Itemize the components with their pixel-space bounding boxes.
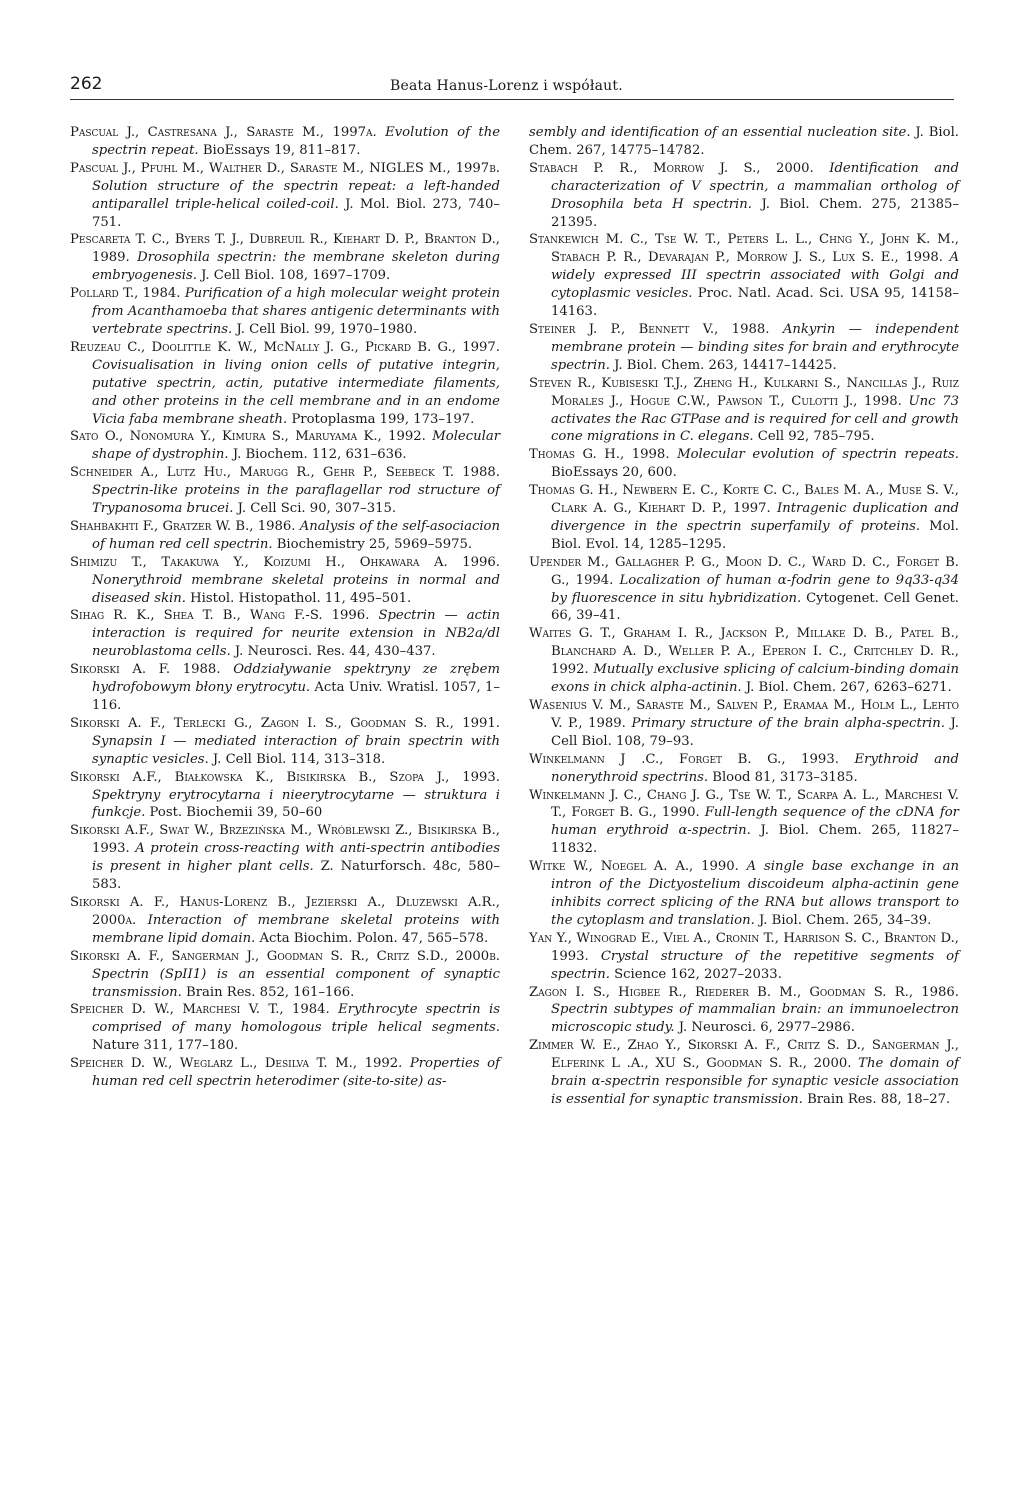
reference-title: Intragenic duplication and divergence in the spectrin superfamily of proteins.: [551, 501, 959, 534]
reference-authors: Zagon I. S., Higbee R., Riederer B. M., Goodman S. R., 1986.: [529, 984, 959, 1000]
reference-entry: [529, 160, 959, 232]
reference-title: Erythroid and nonerythroid spectrins.: [551, 751, 959, 785]
reference-title: Spektryny erytrocytarna i nieerytrocytarne — struktura i funkcje.: [92, 787, 500, 821]
reference-source: Mol. Biol. Evol. 14, 1285–1295.: [551, 518, 959, 552]
reference-title: Evolution of the spectrin repeat.: [92, 125, 500, 158]
reference-entry: [70, 661, 500, 715]
reference-title: Molecular shape of dystrophin.: [92, 429, 500, 463]
reference-entry: [529, 1037, 959, 1109]
reference-authors: Pescareta T. C., Byers T. J., Dubreuil R., Kiehart D. P., Branton D., 1989.: [70, 232, 500, 266]
reference-authors: Shahbakhti F., Gratzer W. B., 1986.: [70, 518, 296, 534]
reference-source: J. Biol. Chem. 267, 14775–14782.: [529, 125, 959, 158]
reference-title: A single base exchange in an intron of the Dictyostelium discoideum alpha-actinin gene inhibits correct splicing of the RNA but allows transport to the cytoplasm and translation.: [551, 859, 959, 928]
reference-source: Acta Biochim. Polon. 47, 565–578.: [259, 930, 489, 946]
reference-source: Cytogenet. Cell Genet. 66, 39–41.: [551, 590, 959, 624]
reference-source: J. Cell Biol. 114, 313–318.: [212, 751, 386, 767]
reference-entry: [70, 769, 500, 823]
reference-authors: Speicher D. W., Weglarz L., Desilva T. M., 1992.: [70, 1056, 403, 1072]
reference-authors: Sikorski A.F., Białkowska K., Bisikirska B., Szopa J., 1993.: [70, 769, 500, 785]
reference-entry: [70, 554, 500, 608]
reference-source: Nature 311, 177–180.: [92, 1038, 239, 1054]
reference-authors: Sato O., Nonomura Y., Kimura S., Maruyama K., 1992.: [70, 429, 426, 445]
reference-entry: [70, 822, 500, 894]
reference-source: Cell 92, 785–795.: [757, 429, 875, 445]
reference-title: Oddziaływanie spektryny ze zrębem hydrofobowym błony erytrocytu.: [92, 662, 500, 696]
reference-source: J. Biol. Chem. 265, 34–39.: [759, 912, 932, 928]
reference-entry: [70, 285, 500, 339]
reference-title: Full-length sequence of the cDNA for human erythroid α-spectrin.: [551, 805, 959, 839]
reference-entry: [529, 787, 959, 859]
header-rule: [70, 99, 954, 100]
page-number: 262: [70, 74, 103, 94]
reference-title: Analysis of the self-asociacion of human red cell spectrin.: [92, 518, 500, 552]
reference-entry: [70, 464, 500, 518]
reference-entry: [70, 1055, 500, 1091]
reference-entry: [70, 124, 500, 160]
reference-entry: [70, 518, 500, 554]
reference-source: Histol. Histopathol. 11, 495–501.: [190, 590, 412, 606]
reference-authors: Schneider A., Lutz Hu., Marugg R., Gehr P., Seebeck T. 1988.: [70, 465, 500, 481]
reference-entry: [529, 482, 959, 554]
reference-authors: Pollard T., 1984.: [70, 286, 181, 302]
reference-entry: [70, 715, 500, 769]
reference-entry: [529, 554, 959, 626]
reference-authors: Steven R., Kubiseski T.J., Zheng H., Kulkarni S., Nancillas J., Ruiz Morales J., Hogue C.W., Pawson T., Culotti J., 1998.: [529, 375, 959, 409]
reference-entry: [70, 231, 500, 285]
reference-title: Covisualisation in living onion cells of putative integrin, putative spectrin, actin, putative intermediate filaments, and other proteins in the cell membrane and in an endome Vicia faba membrane sheath.: [92, 357, 500, 427]
reference-authors: Yan Y., Winograd E., Viel A., Cronin T., Harrison S. C., Branton D., 1993.: [529, 930, 959, 964]
reference-title: Molecular evolution of spectrin repeats.: [677, 447, 959, 463]
reference-title: Erythrocyte spectrin is comprised of many homologous triple helical segments.: [92, 1002, 500, 1036]
reference-authors: Thomas G. H., Newbern E. C., Korte C. C., Bales M. A., Muse S. V., Clark A. G., Kiehart D. P., 1997.: [529, 483, 959, 517]
reference-entry: [529, 321, 959, 375]
reference-source: BioEssays 20, 600.: [551, 465, 677, 481]
reference-authors: Sikorski A. F., Terlecki G., Zagon I. S., Goodman S. R., 1991.: [70, 715, 500, 731]
reference-authors: Winkelmann J .C., Forget B. G., 1993.: [529, 751, 839, 767]
running-head: Beata Hanus-Lorenz i współaut.: [390, 78, 623, 94]
reference-entry: [70, 894, 500, 948]
reference-source: Acta Univ. Wratisl. 1057, 1–116.: [92, 680, 500, 713]
reference-authors: Winkelmann J. C., Chang J. G., Tse W. T., Scarpa A. L., Marchesi V. T., Forget B. G., 1990.: [529, 787, 959, 821]
reference-entry: [70, 339, 500, 429]
reference-source: Protoplasma 199, 173–197.: [291, 411, 475, 427]
reference-authors: Waites G. T., Graham I. R., Jackson P., Millake D. B., Patel B., Blanchard A. D., Weller P. A., Eperon I. C., Critchley D. R., 1992.: [529, 626, 959, 678]
reference-source: BioEssays 19, 811–817.: [202, 142, 361, 158]
reference-entry: [70, 948, 500, 1002]
reference-authors: Shimizu T., Takakuwa Y., Koizumi H., Ohkawara A. 1996.: [70, 554, 500, 570]
reference-title: Spectrin (SpII1) is an essential component of synaptic transmission.: [92, 966, 500, 1000]
reference-title: A widely expressed III spectrin associated with Golgi and cytoplasmic vesicles.: [551, 250, 959, 302]
reference-entry: [529, 858, 959, 930]
reference-authors: Sihag R. K., Shea T. B., Wang F.-S. 1996.: [70, 608, 370, 624]
reference-title: Identification and characterization of V spectrin, a mammalian ortholog of Drosophila beta H spectrin.: [551, 160, 959, 212]
reference-title: A protein cross-reacting with anti-spectrin antibodies is present in higher plant cells.: [92, 841, 500, 875]
reference-title: Spectrin subtypes of mammalian brain: an immunoelectron microscopic study.: [551, 1002, 959, 1036]
reference-source: Brain Res. 852, 161–166.: [186, 984, 355, 1000]
reference-source: J. Biol. Chem. 267, 6263–6271.: [745, 680, 952, 696]
reference-source: J. Neurosci. Res. 44, 430–437.: [234, 644, 436, 660]
reference-title: sembly and identification of an essential nucleation site.: [529, 125, 911, 140]
reference-source: Proc. Natl. Acad. Sci. USA 95, 14158–14163.: [551, 286, 959, 320]
reference-source: J. Biol. Chem. 275, 21385–21395.: [551, 196, 959, 230]
reference-title: Mutually exclusive splicing of calcium-binding domain exons in chick alpha-actinin.: [551, 662, 959, 696]
reference-entry: [70, 1001, 500, 1055]
reference-source: J. Cell Biol. 108, 1697–1709.: [201, 268, 391, 284]
reference-authors: Stankewich M. C., Tse W. T., Peters L. L., Chng Y., John K. M., Stabach P. R., Devarajan P., Morrow J. S., Lux S. E., 1998.: [529, 232, 959, 266]
reference-title: Drosophila spectrin: the membrane skeleton during embryogenesis.: [92, 250, 500, 284]
reference-entry: [529, 375, 959, 447]
reference-source: Biochemistry 25, 5969–5975.: [276, 536, 473, 552]
reference-entry: [70, 428, 500, 464]
reference-entry: [529, 231, 959, 321]
reference-entry: [529, 625, 959, 697]
reference-authors: Sikorski A. F., Hanus-Lorenz B., Jezierski A., Dluzewski A.R., 2000a.: [70, 894, 500, 928]
reference-title: Crystal structure of the repetitive segments of spectrin.: [551, 948, 959, 982]
right-column: [529, 124, 959, 1109]
reference-title: Synapsin I — mediated interaction of brain spectrin with synaptic vesicles.: [92, 733, 500, 767]
reference-source: J. Neurosci. 6, 2977–2986.: [678, 1020, 855, 1036]
reference-title: Unc 73 activates the Rac GTPase and is required for cell and growth cone migrations in C. elegans.: [551, 393, 960, 445]
reference-source: Science 162, 2027–2033.: [614, 966, 782, 982]
left-column: [70, 124, 500, 1091]
reference-authors: Zimmer W. E., Zhao Y., Sikorski A. F., Critz S. D., Sangerman J., Elferink L .A., XU S., Goodman S. R., 2000.: [529, 1038, 959, 1072]
reference-title: Nonerythroid membrane skeletal proteins in normal and diseased skin.: [92, 572, 500, 606]
reference-source: J. Cell Biol. 99, 1970–1980.: [236, 321, 418, 337]
reference-authors: Sikorski A.F., Swat W., Brzezińska M., Wróblewski Z., Bisikirska B., 1993.: [70, 823, 500, 857]
reference-entry: [70, 160, 500, 232]
reference-authors: Wasenius V. M., Saraste M., Salven P., Eramaa M., Holm L., Lehto V. P., 1989.: [529, 698, 959, 731]
reference-authors: Speicher D. W., Marchesi V. T., 1984.: [70, 1002, 330, 1018]
reference-source: Z. Naturforsch. 48c, 580–583.: [92, 859, 500, 893]
reference-entry: [529, 930, 959, 984]
reference-authors: Steiner J. P., Bennett V., 1988.: [529, 321, 770, 337]
reference-source: J. Cell Biol. 108, 79–93.: [551, 715, 959, 749]
reference-authors: Sikorski A. F., Sangerman J., Goodman S. R., Critz S.D., 2000b.: [70, 948, 500, 964]
reference-authors: Witke W., Noegel A. A., 1990.: [529, 859, 739, 875]
reference-source: Blood 81, 3173–3185.: [712, 769, 858, 785]
reference-source: Post. Biochemii 39, 50–60: [149, 805, 323, 821]
reference-title: Properties of human red cell spectrin heterodimer (site-to-site) as-: [92, 1056, 500, 1090]
reference-source: J. Biochem. 112, 631–636.: [232, 447, 407, 463]
reference-title: Primary structure of the brain alpha-spectrin.: [631, 715, 945, 731]
reference-title: Ankyrin — independent membrane protein — binding sites for brain and erythrocyte spectrin.: [551, 321, 959, 373]
reference-title: The domain of brain α-spectrin responsible for synaptic vesicle association is essential for synaptic transmission.: [551, 1056, 959, 1107]
reference-title: Solution structure of the spectrin repeat: a left-handed antiparallel triple-helical coiled-coil.: [92, 178, 500, 212]
reference-authors: Thomas G. H., 1998.: [529, 447, 670, 463]
reference-title: Localization of human α-fodrin gene to 9q33-q34 by fluorescence in situ hybridization.: [551, 572, 959, 606]
reference-entry: [529, 984, 959, 1038]
reference-entry: [70, 607, 500, 661]
reference-entry: [529, 751, 959, 787]
reference-authors: Upender M., Gallagher P. G., Moon D. C., Ward D. C., Forget B. G., 1994.: [529, 554, 959, 588]
reference-title: Purification of a high molecular weight protein from Acanthamoeba that shares antigenic determinants with vertebrate spectrins.: [92, 286, 501, 337]
reference-authors: Reuzeau C., Doolittle K. W., McNally J. G., Pickard B. G., 1997.: [70, 339, 500, 355]
reference-entry: [529, 697, 959, 751]
reference-title: Spectrin — actin interaction is required for neurite extension in NB2a/dl neuroblastoma cells.: [92, 608, 500, 660]
reference-title: Spectrin-like proteins in the paraflagellar rod structure of Trypanosoma brucei.: [92, 483, 500, 517]
reference-source: J. Biol. Chem. 263, 14417–14425.: [614, 357, 837, 373]
reference-source: J. Biol. Chem. 265, 11827–11832.: [551, 823, 959, 857]
reference-authors: Stabach P. R., Morrow J. S., 2000.: [529, 160, 814, 176]
reference-authors: Pascual J., Castresana J., Saraste M., 1997a.: [70, 125, 377, 140]
reference-source: J. Cell Sci. 90, 307–315.: [237, 501, 397, 517]
reference-authors: Pascual J., Pfuhl M., Walther D., Saraste M., NIGLES M., 1997b.: [70, 160, 500, 176]
reference-source: Brain Res. 88, 18–27.: [807, 1091, 951, 1107]
reference-source: J. Mol. Biol. 273, 740–751.: [92, 196, 500, 230]
reference-entry: [529, 124, 959, 160]
reference-title: Interaction of membrane skeletal proteins with membrane lipid domain.: [92, 912, 500, 946]
reference-entry: [529, 446, 959, 482]
reference-authors: Sikorski A. F. 1988.: [70, 662, 221, 678]
